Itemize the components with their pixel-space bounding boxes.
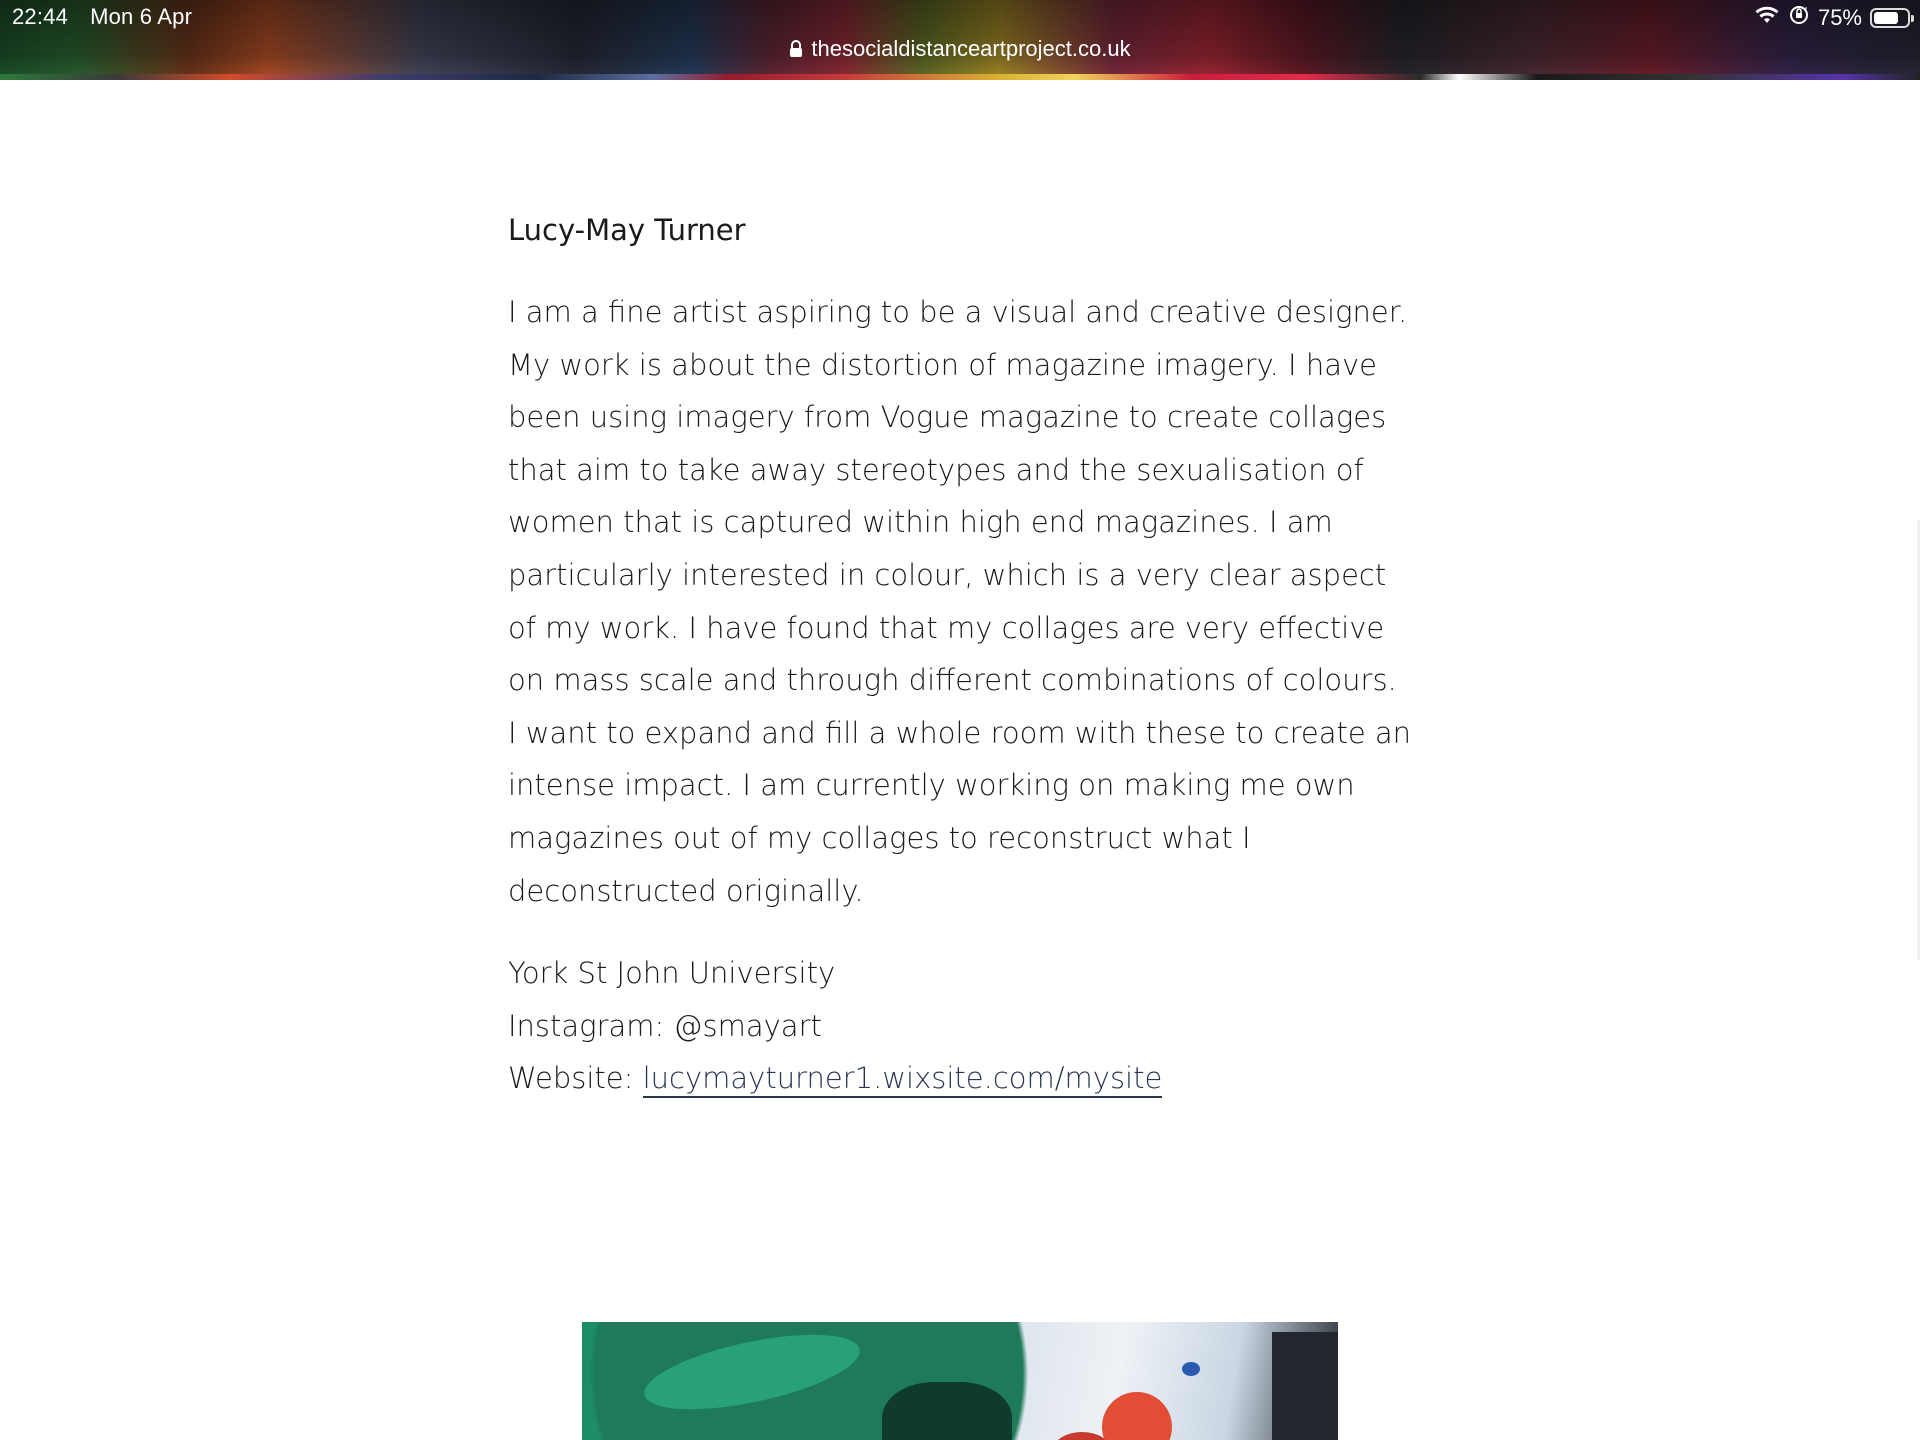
university: York St John University bbox=[508, 956, 836, 991]
artwork-shape bbox=[882, 1382, 1012, 1440]
header-image-strip bbox=[0, 74, 1920, 80]
artwork-shape bbox=[1182, 1362, 1200, 1376]
artist-details bbox=[508, 947, 1428, 1105]
artist-profile bbox=[508, 208, 1428, 1105]
website-label: Website: bbox=[508, 1061, 643, 1096]
url-text[interactable]: thesocialdistanceartproject.co.uk bbox=[811, 36, 1131, 61]
artwork-shape bbox=[1102, 1392, 1172, 1440]
website-row bbox=[508, 1052, 1428, 1105]
battery-percent: 75% bbox=[1817, 5, 1862, 30]
address-bar[interactable] bbox=[0, 36, 1920, 64]
lock-icon bbox=[789, 38, 803, 64]
wifi-icon bbox=[1754, 5, 1780, 31]
orientation-lock-icon bbox=[1788, 4, 1810, 32]
artwork-shape bbox=[638, 1322, 866, 1424]
instagram-handle: Instagram: @smayart bbox=[508, 1008, 822, 1043]
browser-header bbox=[0, 0, 1920, 80]
website-link[interactable]: lucymayturner1.wixsite.com/mysite bbox=[643, 1061, 1163, 1098]
battery-fill bbox=[1874, 12, 1898, 24]
status-date: Mon 6 Apr bbox=[90, 4, 193, 29]
artwork-image[interactable] bbox=[582, 1322, 1338, 1440]
battery-icon bbox=[1870, 8, 1910, 28]
status-bar-right bbox=[1754, 4, 1910, 32]
artwork-shape bbox=[1272, 1332, 1338, 1440]
status-bar-left bbox=[12, 4, 214, 30]
status-time: 22:44 bbox=[12, 4, 69, 29]
artist-name: Lucy-May Turner bbox=[508, 213, 746, 247]
artist-bio: I am a fine artist aspiring to be a visual and creative designer. My work is about the distortion of magazine imagery. I have been using imagery from Vogue magazine to create collages that aim to take away stereotypes and the sexualisation of women that is captured within high end magazines. I am particularly interested in colour, which is a very clear aspect of my work. I have found that my collages are very effective on mass scale and through different combinations of colours. I want to expand and fill a whole room with these to create an intense impact. I am currently working on making me own magazines out of my collages to reconstruct what I deconstructed originally. bbox=[508, 295, 1412, 908]
